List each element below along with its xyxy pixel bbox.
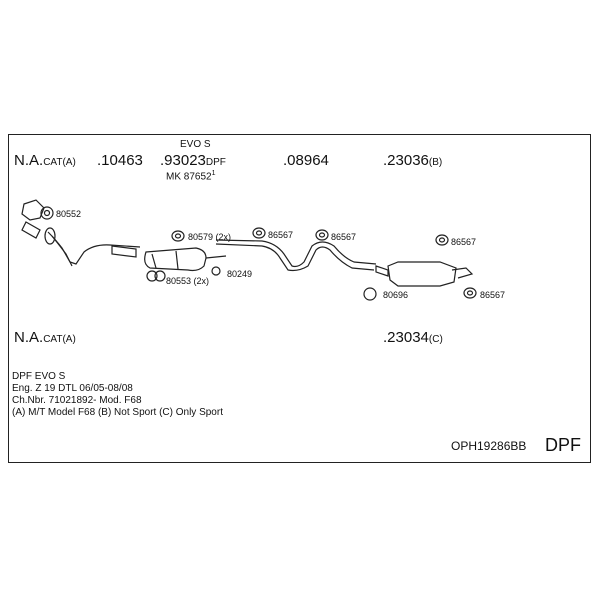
catalyst-bracket bbox=[22, 222, 40, 238]
hanger-86567-a bbox=[253, 228, 265, 238]
part-23034-label: .23034(C) bbox=[383, 329, 443, 346]
group-label-1: N.A.CAT(A) bbox=[14, 152, 76, 169]
label-86567-d: 86567 bbox=[480, 290, 506, 300]
label-86567-c: 86567 bbox=[451, 237, 477, 247]
info-line-2: Eng. Z 19 DTL 06/05-08/08 bbox=[12, 383, 133, 394]
hanger-86567-d bbox=[464, 288, 476, 298]
clamp-80552 bbox=[41, 207, 53, 219]
part-23036-label: .23036(B) bbox=[383, 152, 443, 169]
part-10463-label: .10463 bbox=[97, 152, 143, 169]
diagram-code: OPH19286BB bbox=[451, 439, 527, 453]
rear-silencer bbox=[388, 262, 456, 286]
hanger-80579 bbox=[172, 231, 184, 241]
mk-number: MK 87652$^1$ bbox=[166, 170, 216, 183]
part-08964-label: .08964 bbox=[283, 152, 329, 169]
label-80552: 80552 bbox=[56, 209, 82, 219]
evo-s-note: EVO S bbox=[180, 139, 211, 150]
label-86567-b: 86567 bbox=[331, 232, 357, 242]
label-80553: 80553 (2x) bbox=[166, 276, 210, 286]
label-86567-a: 86567 bbox=[268, 230, 294, 240]
flex-joint bbox=[112, 246, 136, 257]
part-93023-label: .93023DPF bbox=[160, 152, 226, 169]
label-80579: 80579 (2x) bbox=[188, 232, 232, 242]
hanger-86567-b bbox=[316, 230, 328, 240]
clamp-80696 bbox=[364, 288, 376, 300]
info-line-1: DPF EVO S bbox=[12, 371, 66, 382]
info-line-4: (A) M/T Model F68 (B) Not Sport (C) Only Sport bbox=[12, 407, 223, 418]
front-flange-ring bbox=[45, 228, 55, 244]
hanger-86567-c bbox=[436, 235, 448, 245]
front-flange bbox=[22, 200, 44, 220]
clamp-80249 bbox=[212, 267, 220, 275]
group-label-2: N.A.CAT(A) bbox=[14, 329, 76, 346]
dpf-badge: DPF bbox=[545, 435, 581, 455]
info-line-3: Ch.Nbr. 71021892- Mod. F68 bbox=[12, 395, 142, 406]
label-80249: 80249 bbox=[227, 269, 253, 279]
label-80696: 80696 bbox=[383, 290, 409, 300]
